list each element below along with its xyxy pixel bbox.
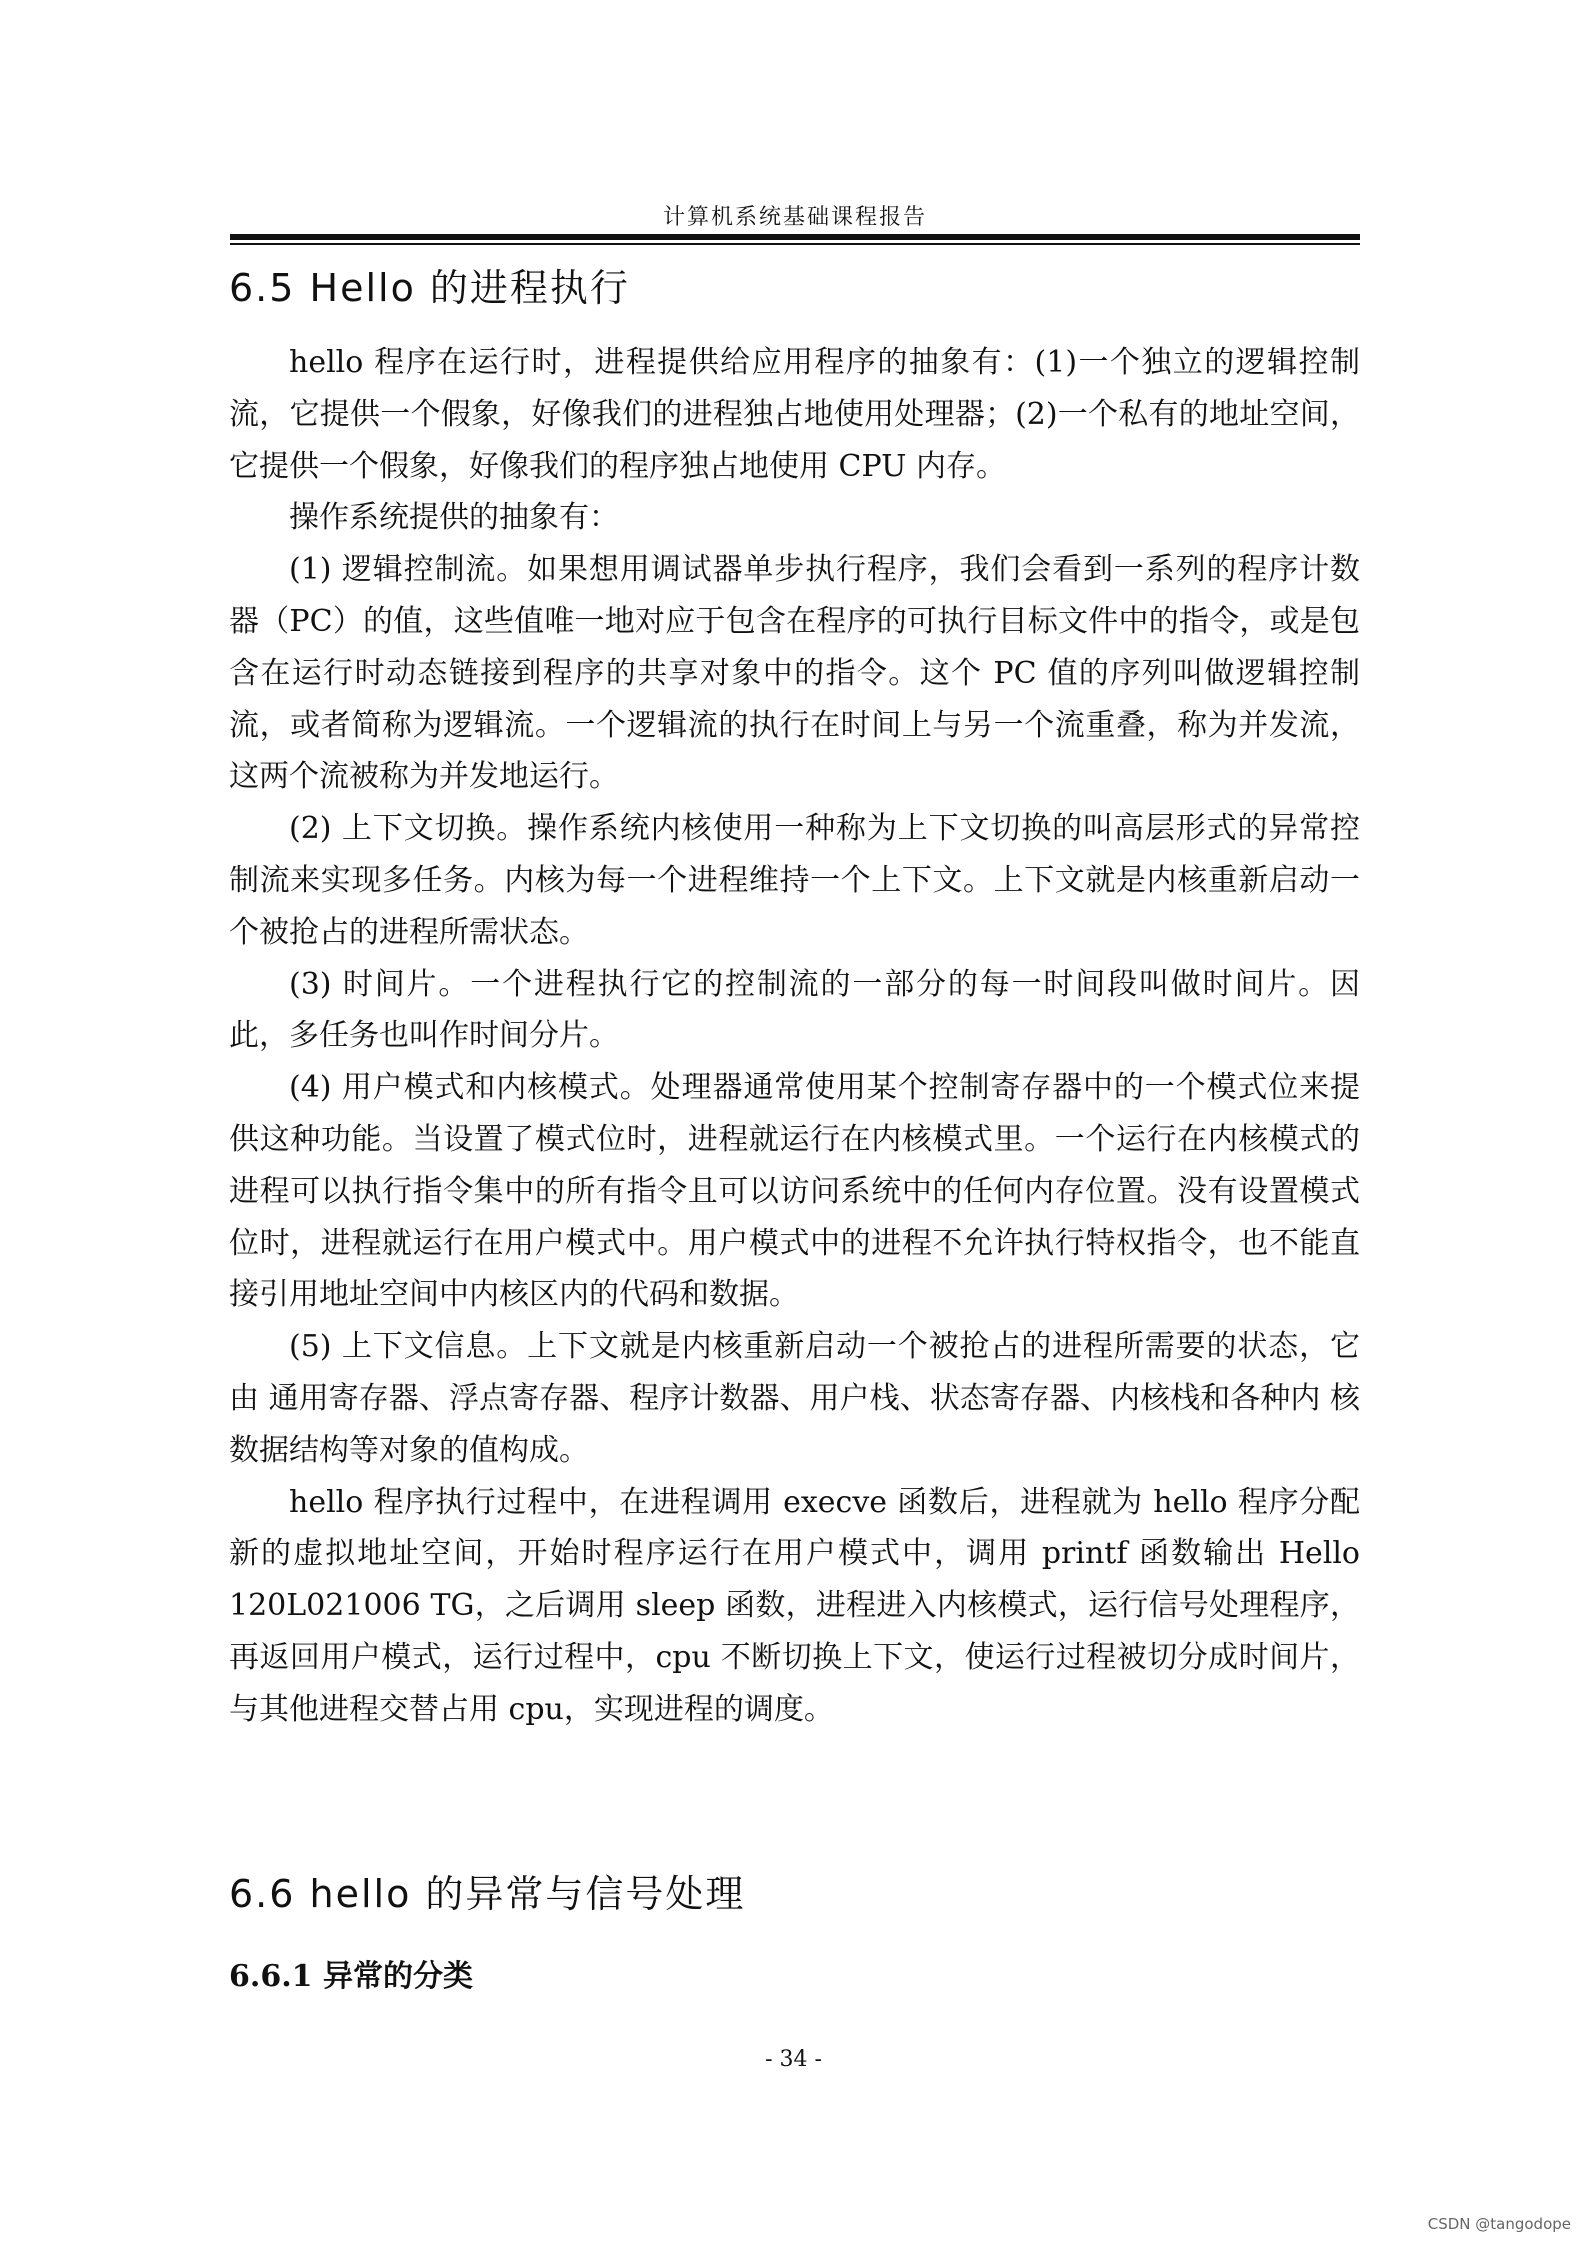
header-rule-thin xyxy=(230,243,1360,245)
paragraph: (5) 上下文信息。上下文就是内核重新启动一个被抢占的进程所需要的状态，它由 通用寄存器、浮点寄存器、程序计数器、用户栈、状态寄存器、内核栈和各种内 核数据结构等对象的值构成。 xyxy=(229,1329,1360,1468)
paragraph: (1) 逻辑控制流。如果想用调试器单步执行程序，我们会看到一系列的程序计数器（PC）的值，这些值唯一地对应于包含在程序的可执行目标文件中的指令，或是包含在运行时动态链接到程序的共享对象中的指令。这个 PC 值的序列叫做逻辑控制流，或者简称为逻辑流。一个逻辑流的执行在时间上与另一个流重叠，称为并发流，这两个流被称为并发地运行。 xyxy=(229,552,1360,795)
section-heading-6-6: 6.6 hello 的异常与信号处理 xyxy=(229,1872,746,1916)
section-heading-6-5: 6.5 Hello 的进程执行 xyxy=(229,266,630,310)
subsection-heading-6-6-1: 6.6.1 异常的分类 xyxy=(229,1959,473,1994)
watermark: CSDN @tangodope xyxy=(1427,2215,1571,2233)
paragraph: hello 程序执行过程中，在进程调用 execve 函数后，进程就为 hello 程序分配新的虚拟地址空间，开始时程序运行在用户模式中，调用 printf 函数输出 Hello 120L021006 TG，之后调用 sleep 函数，进程进入内核模式，运行信号处理程序，再返回用户模式，运行过程中，cpu 不断切换上下文，使运行过程被切分成时间片，与其他进程交替占用 cpu，实现进程的调度。 xyxy=(229,1484,1360,1727)
section-6-5-body xyxy=(229,337,1360,1736)
header-rule-thick xyxy=(230,234,1360,240)
running-header: 计算机系统基础课程报告 xyxy=(662,205,927,230)
paragraph: (4) 用户模式和内核模式。处理器通常使用某个控制寄存器中的一个模式位来提供这种功能。当设置了模式位时，进程就运行在内核模式里。一个运行在内核模式的进程可以执行指令集中的所有指令且可以访问系统中的任何内存位置。没有设置模式位时，进程就运行在用户模式中。用户模式中的进程不允许执行特权指令，也不能直接引用地址空间中内核区内的代码和数据。 xyxy=(229,1070,1360,1313)
paragraph: hello 程序在运行时，进程提供给应用程序的抽象有：(1)一个独立的逻辑控制流，它提供一个假象，好像我们的进程独占地使用处理器；(2)一个私有的地址空间，它提供一个假象，好像我们的程序独占地使用 CPU 内存。 xyxy=(229,345,1360,484)
paragraph: (2) 上下文切换。操作系统内核使用一种称为上下文切换的叫高层形式的异常控制流来实现多任务。内核为每一个进程维持一个上下文。上下文就是内核重新启动一个被抢占的进程所需状态。 xyxy=(229,811,1360,950)
paragraph: 操作系统提供的抽象有： xyxy=(289,500,619,536)
page-number: - 34 - xyxy=(765,2047,822,2072)
paragraph: (3) 时间片。一个进程执行它的控制流的一部分的每一时间段叫做时间片。因此，多任务也叫作时间分片。 xyxy=(229,966,1360,1054)
